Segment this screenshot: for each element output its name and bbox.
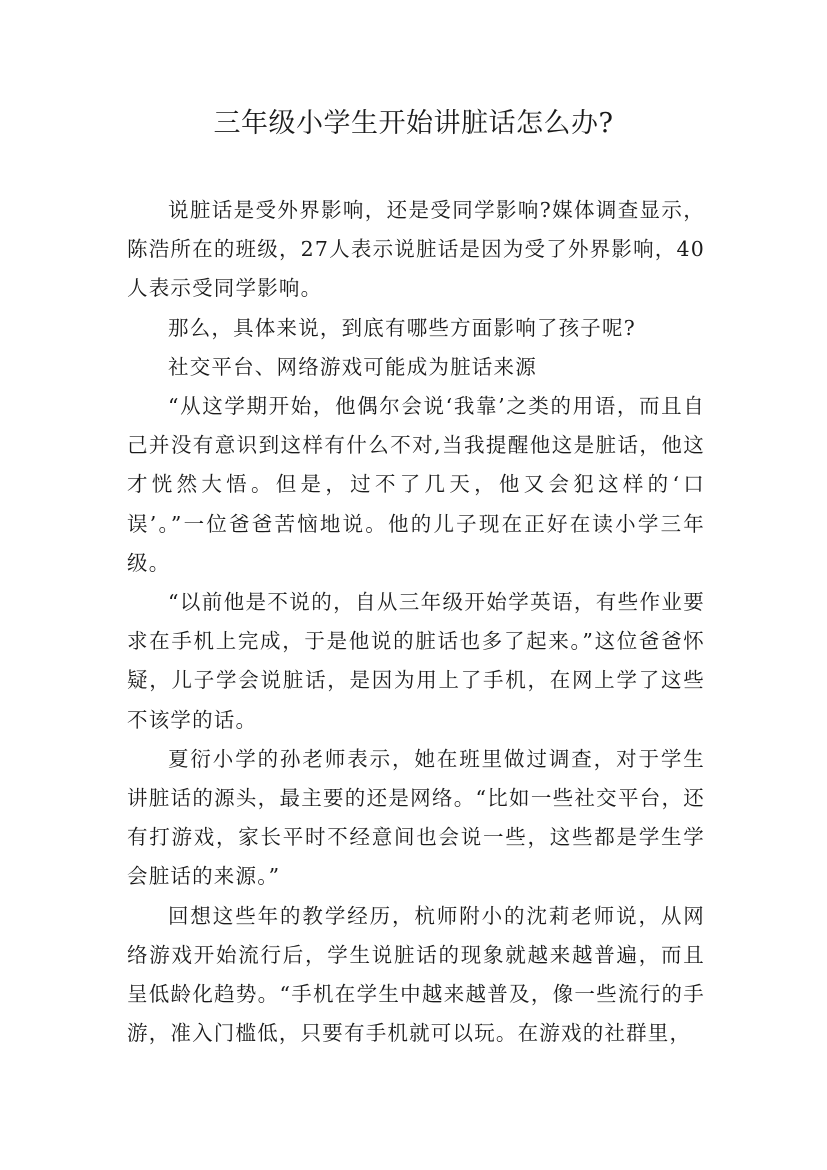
document-body bbox=[127, 191, 705, 1053]
paragraph-question: 那么，具体来说，到底有哪些方面影响了孩子呢? bbox=[168, 315, 636, 340]
paragraph-father-quote: “从这学期开始，他偶尔会说‘我靠’之类的用语，而且自己并没有意识到这样有什么不对,当我提醒他这是脏话，他这才恍然大悟。但是，过不了几天，他又会犯这样的‘口误’。”一位爸爸苦恼地说。他的儿子现在正好在读小学三年级。 bbox=[127, 394, 705, 575]
paragraph-teacher-sun: 夏衍小学的孙老师表示，她在班里做过调查，对于学生讲脏话的源头，最主要的还是网络。“比如一些社交平台，还有打游戏，家长平时不经意间也会说一些，这些都是学生学会脏话的来源。” bbox=[127, 746, 705, 889]
paragraph-survey: 说脏话是受外界影响，还是受同学影响?媒体调查显示，陈浩所在的班级，27人表示说脏话是因为受了外界影响，40人表示受同学影响。 bbox=[127, 198, 705, 301]
paragraph-phone-quote: “以前他是不说的，自从三年级开始学英语，有些作业要求在手机上完成，于是他说的脏话也多了起来。”这位爸爸怀疑，儿子学会说脏话，是因为用上了手机，在网上学了这些不该学的话。 bbox=[127, 590, 705, 732]
document-title: 三年级小学生开始讲脏话怎么办? bbox=[213, 108, 614, 139]
paragraph-subheading: 社交平台、网络游戏可能成为脏话来源 bbox=[168, 354, 537, 379]
paragraph-teacher-shen: 回想这些年的教学经历，杭师附小的沈莉老师说，从网络游戏开始流行后，学生说脏话的现象就越来越普遍，而且呈低龄化趋势。“手机在学生中越来越普及，像一些流行的手游，准入门槛低，只要有手机就可以玩。在游戏的社群里， bbox=[127, 903, 705, 1046]
